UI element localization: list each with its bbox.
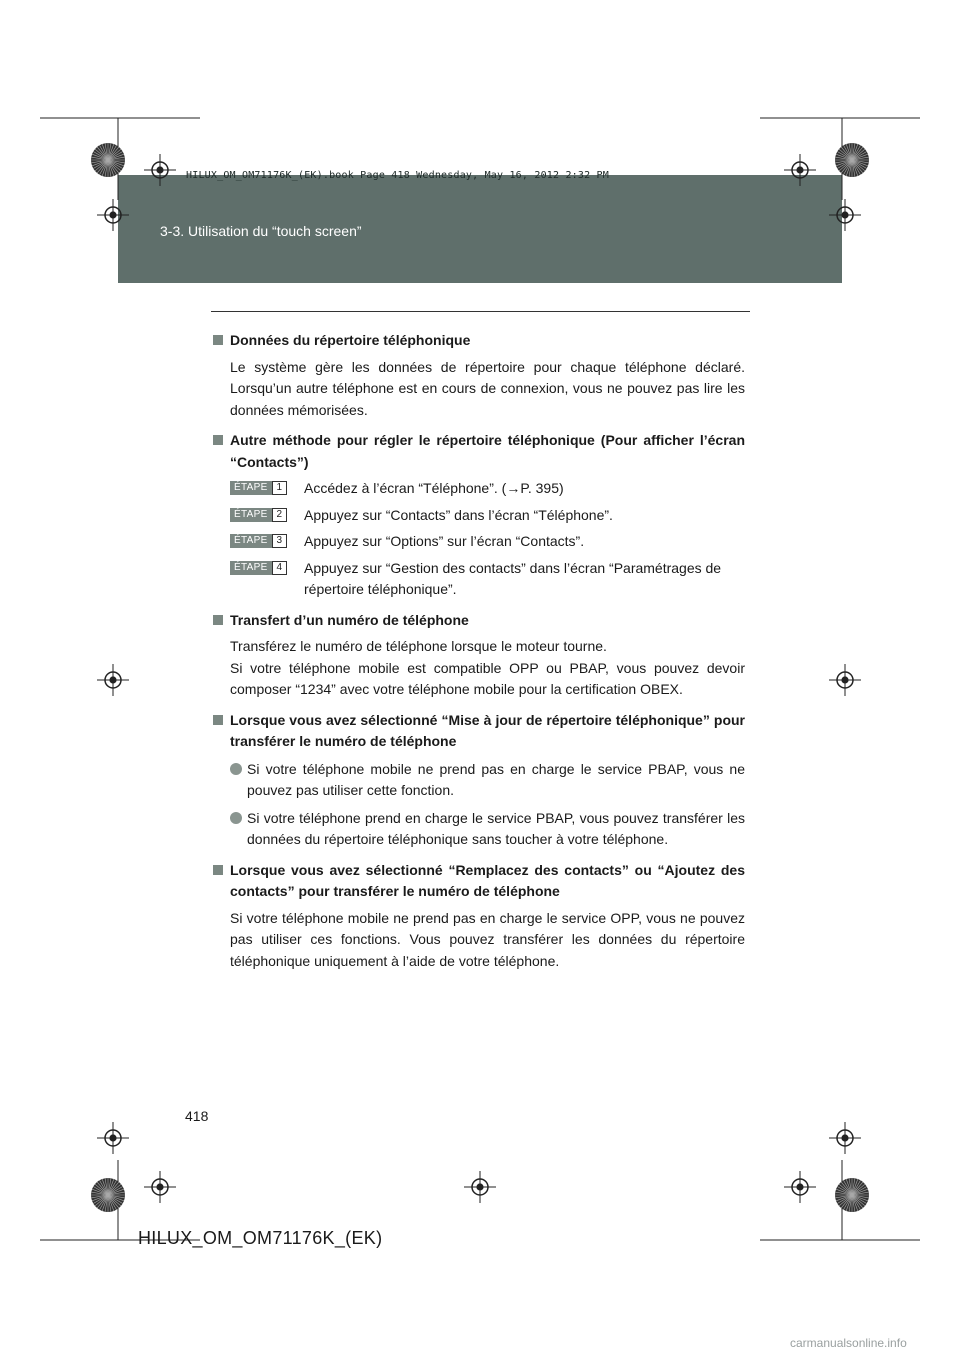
block-phonebook-data: [213, 330, 745, 421]
registration-crosshair-icon: [464, 1171, 496, 1203]
step-badge: ÉTAPE 4: [230, 561, 287, 575]
section-title: 3-3. Utilisation du “touch screen”: [160, 223, 362, 239]
registration-crosshair-icon: [829, 199, 861, 231]
heading-number-transfer: Transfert d’un numéro de téléphone: [213, 610, 745, 632]
square-bullet-icon: [213, 865, 223, 875]
registration-crosshair-icon: [97, 664, 129, 696]
registration-crosshair-icon: [144, 1171, 176, 1203]
step-badge: ÉTAPE 1: [230, 481, 287, 495]
heading-replace-add-contacts: Lorsque vous avez sélectionné “Remplacez des contacts” ou “Ajoutez des contacts” pour transférer le numéro de téléphone: [213, 860, 745, 903]
registration-crosshair-icon: [97, 1122, 129, 1154]
sunburst-target-icon: [835, 143, 869, 177]
registration-crosshair-icon: [144, 154, 176, 186]
registration-crosshair-icon: [784, 1171, 816, 1203]
square-bullet-icon: [213, 435, 223, 445]
square-bullet-icon: [213, 615, 223, 625]
block-other-method: [213, 430, 745, 601]
bullet-item: Si votre téléphone prend en charge le service PBAP, vous pouvez transférer les données du répertoire téléphonique sans toucher à votre téléphone.: [230, 808, 745, 851]
bullet-item: Si votre téléphone mobile ne prend pas en charge le service PBAP, vous ne pouvez pas utiliser cette fonction.: [230, 759, 745, 802]
square-bullet-icon: [213, 335, 223, 345]
step-2: ÉTAPE 2 Appuyez sur “Contacts” dans l’écran “Téléphone”.: [230, 505, 745, 527]
page-number: 418: [185, 1108, 209, 1124]
block-replace-add-contacts: [213, 860, 745, 973]
block-number-transfer: [213, 610, 745, 701]
step-1: ÉTAPE 1 Accédez à l’écran “Téléphone”. (→P. 395): [230, 478, 745, 500]
page-content: [213, 330, 745, 981]
paragraph: Si votre téléphone mobile ne prend pas en charge le service OPP, vous ne pouvez pas utiliser ces fonctions. Vous pouvez transférer les données du répertoire téléphonique uniquement à l’aide de votre téléphone.: [230, 909, 745, 969]
circle-bullet-icon: [230, 812, 242, 824]
step-3: ÉTAPE 3 Appuyez sur “Options” sur l’écran “Contacts”.: [230, 531, 745, 553]
section-rule: [211, 311, 750, 312]
watermark: carmanualsonline.info: [790, 1336, 907, 1350]
registration-crosshair-icon: [784, 154, 816, 186]
registration-crosshair-icon: [97, 199, 129, 231]
document-code: HILUX_OM_OM71176K_(EK): [138, 1228, 383, 1248]
step-badge: ÉTAPE 2: [230, 508, 287, 522]
registration-crosshair-icon: [829, 1122, 861, 1154]
sunburst-target-icon: [91, 1178, 125, 1212]
registration-crosshair-icon: [829, 664, 861, 696]
sunburst-target-icon: [835, 1178, 869, 1212]
heading-phonebook-data: Données du répertoire téléphonique: [213, 330, 745, 352]
paragraph: Si votre téléphone mobile est compatible OPP ou PBAP, vous pouvez devoir composer “1234” avec votre téléphone mobile pour la certification OBEX.: [230, 659, 745, 697]
step-4: ÉTAPE 4 Appuyez sur “Gestion des contacts” dans l’écran “Paramétrages de répertoire téléphonique”.: [230, 558, 745, 601]
step-badge: ÉTAPE 3: [230, 534, 287, 548]
file-stamp: HILUX_OM_OM71176K_(EK).book Page 418 Wednesday, May 16, 2012 2:32 PM: [186, 170, 609, 181]
square-bullet-icon: [213, 715, 223, 725]
paragraph: Le système gère les données de répertoire pour chaque téléphone déclaré. Lorsqu’un autre téléphone est en cours de connexion, vous ne pouvez pas lire les données mémorisées.: [230, 358, 745, 418]
paragraph: Transférez le numéro de téléphone lorsque le moteur tourne.: [230, 638, 607, 654]
heading-phonebook-update: Lorsque vous avez sélectionné “Mise à jour de répertoire téléphonique” pour transférer le numéro de téléphone: [213, 710, 745, 753]
heading-other-method: Autre méthode pour régler le répertoire téléphonique (Pour afficher l’écran “Contacts”): [213, 430, 745, 473]
circle-bullet-icon: [230, 763, 242, 775]
sunburst-target-icon: [91, 143, 125, 177]
block-phonebook-update: [213, 710, 745, 851]
